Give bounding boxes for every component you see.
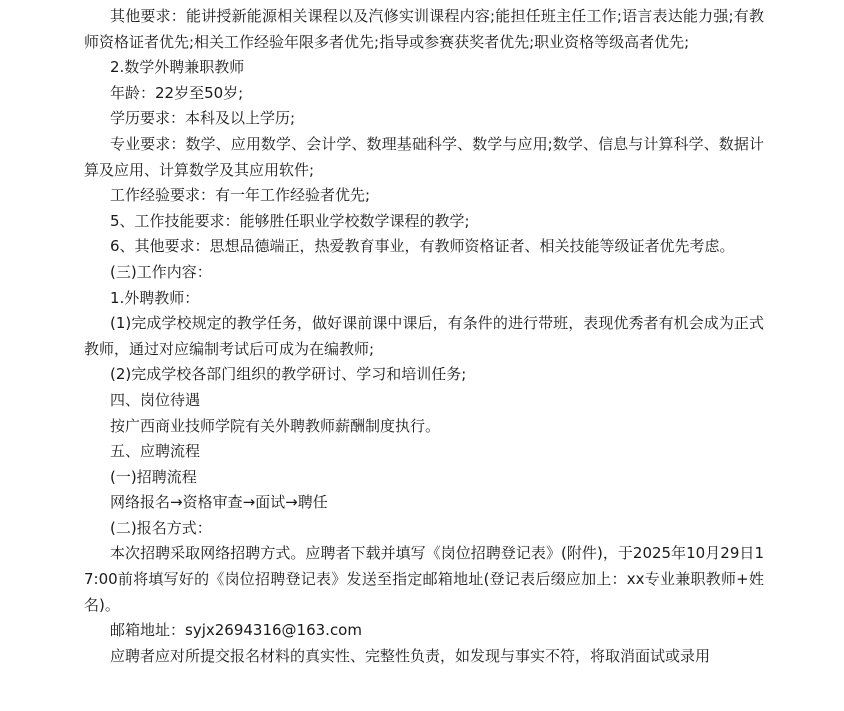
heading-application-process: 五、应聘流程 bbox=[110, 442, 201, 461]
paragraph-other-requirements-math: 6、其他要求：思想品德端正，热爱教育事业，有教师资格证者、相关技能等级证者优先考虑。 bbox=[110, 237, 735, 256]
heading-work-content: (三)工作内容： bbox=[110, 262, 212, 281]
heading-compensation: 四、岗位待遇 bbox=[110, 390, 201, 409]
paragraph-education: 学历要求：本科及以上学历; bbox=[110, 109, 296, 128]
paragraph-age: 年龄：22岁至50岁; bbox=[110, 83, 244, 102]
paragraph-recruitment-flow: 网络报名→资格审查→面试→聘任 bbox=[110, 493, 328, 512]
paragraph-skills: 5、工作技能要求：能够胜任职业学校数学课程的教学; bbox=[110, 211, 470, 230]
paragraph-truthfulness: 应聘者应对所提交报名材料的真实性、完整性负责，如发现与事实不符，将取消面试或录用 bbox=[110, 646, 711, 665]
heading-recruitment-flow: (一)招聘流程 bbox=[110, 467, 197, 486]
heading-math-part-time-teacher: 2.数学外聘兼职教师 bbox=[110, 58, 245, 77]
paragraph-experience: 工作经验要求：有一年工作经验者优先; bbox=[110, 186, 371, 205]
heading-registration-method: (二)报名方式： bbox=[110, 518, 212, 537]
article-body bbox=[84, 4, 764, 669]
paragraph-compensation: 按广西商业技师学院有关外聘教师薪酬制度执行。 bbox=[110, 416, 441, 435]
paragraph-registration-method: 本次招聘采取网络招聘方式。应聘者下载并填写《岗位招聘登记表》(附件)，于2025年10月29日17:00前将填写好的《岗位招聘登记表》发送至指定邮箱地址(登记表后缀应加上：xx专业兼职教师+姓名)。 bbox=[84, 544, 764, 614]
paragraph-major: 专业要求：数学、应用数学、会计学、数理基础科学、数学与应用;数学、信息与计算科学、数据计算及应用、计算数学及其应用软件; bbox=[84, 134, 764, 179]
heading-external-teacher: 1.外聘教师： bbox=[110, 288, 200, 307]
paragraph-duty-1: (1)完成学校规定的教学任务，做好课前课中课后，有条件的进行带班，表现优秀者有机会成为正式教师，通过对应编制考试后可成为在编教师; bbox=[84, 314, 764, 358]
paragraph-email-address: 邮箱地址：syjx2694316@163.com bbox=[110, 621, 362, 640]
paragraph-other-requirements-nev: 其他要求：能讲授新能源相关课程以及汽修实训课程内容;能担任班主任工作;语言表达能力强;有教师资格证者优先;相关工作经验年限多者优先;指导或参赛获奖者优先;职业资格等级高者优先; bbox=[84, 7, 764, 51]
paragraph-duty-2: (2)完成学校各部门组织的教学研讨、学习和培训任务; bbox=[110, 365, 467, 384]
